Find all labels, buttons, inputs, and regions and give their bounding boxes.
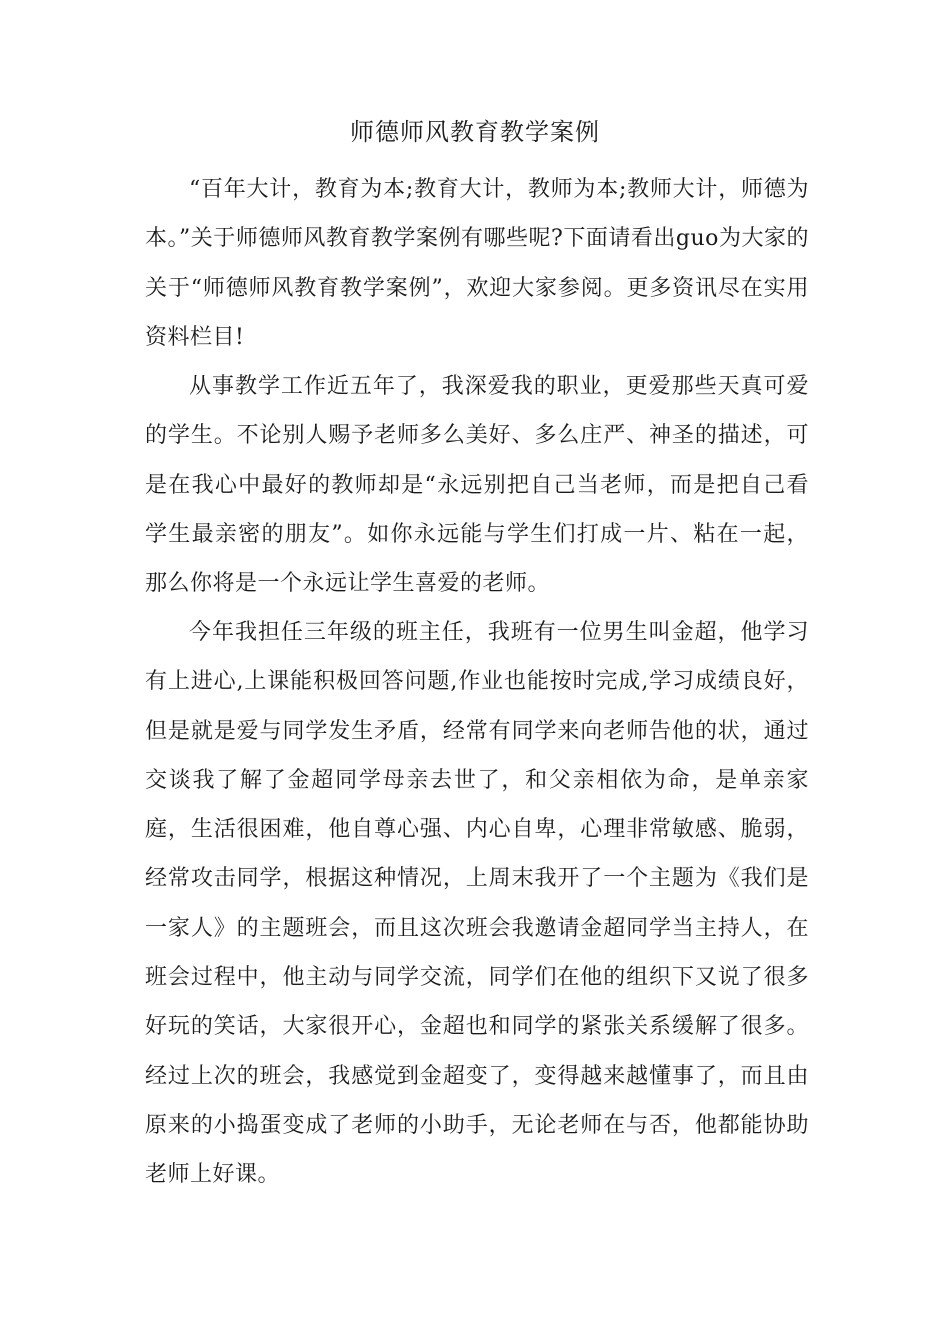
paragraph-intro: “百年大计，教育为本;教育大计，教师为本;教师大计，师德为本。”关于师德师风教育教学案例有哪些呢?下面请看出guo为大家的关于“师德师风教育教学案例”，欢迎大家参阅。更多资讯尽在实用资料栏目!: [145, 177, 809, 350]
paragraph-teaching-philosophy: 从事教学工作近五年了，我深爱我的职业，更爱那些天真可爱的学生。不论别人赐予老师多么美好、多么庄严、神圣的描述，可是在我心中最好的教师却是“永远别把自己当老师，而是把自己看学生最亲密的朋友”。如你永远能与学生们打成一片、粘在一起，那么你将是一个永远让学生喜爱的老师。: [145, 374, 809, 597]
document-title: 师德师风教育教学案例: [350, 118, 600, 146]
document-body: [145, 165, 809, 1188]
paragraph-case-story: 今年我担任三年级的班主任，我班有一位男生叫金超，他学习有上进心,上课能积极回答问题,作业也能按时完成,学习成绩良好，但是就是爱与同学发生矛盾，经常有同学来向老师告他的状，通过交谈我了解了金超同学母亲去世了，和父亲相依为命，是单亲家庭，生活很困难，他自尊心强、内心自卑，心理非常敏感、脆弱，经常攻击同学，根据这种情况，上周末我开了一个主题为《我们是一家人》的主题班会，而且这次班会我邀请金超同学当主持人，在班会过程中，他主动与同学交流，同学们在他的组织下又说了很多好玩的笑话，大家很开心，金超也和同学的紧张关系缓解了很多。经过上次的班会，我感觉到金超变了，变得越来越懂事了，而且由原来的小捣蛋变成了老师的小助手，无论老师在与否，他都能协助老师上好课。: [145, 620, 809, 1188]
